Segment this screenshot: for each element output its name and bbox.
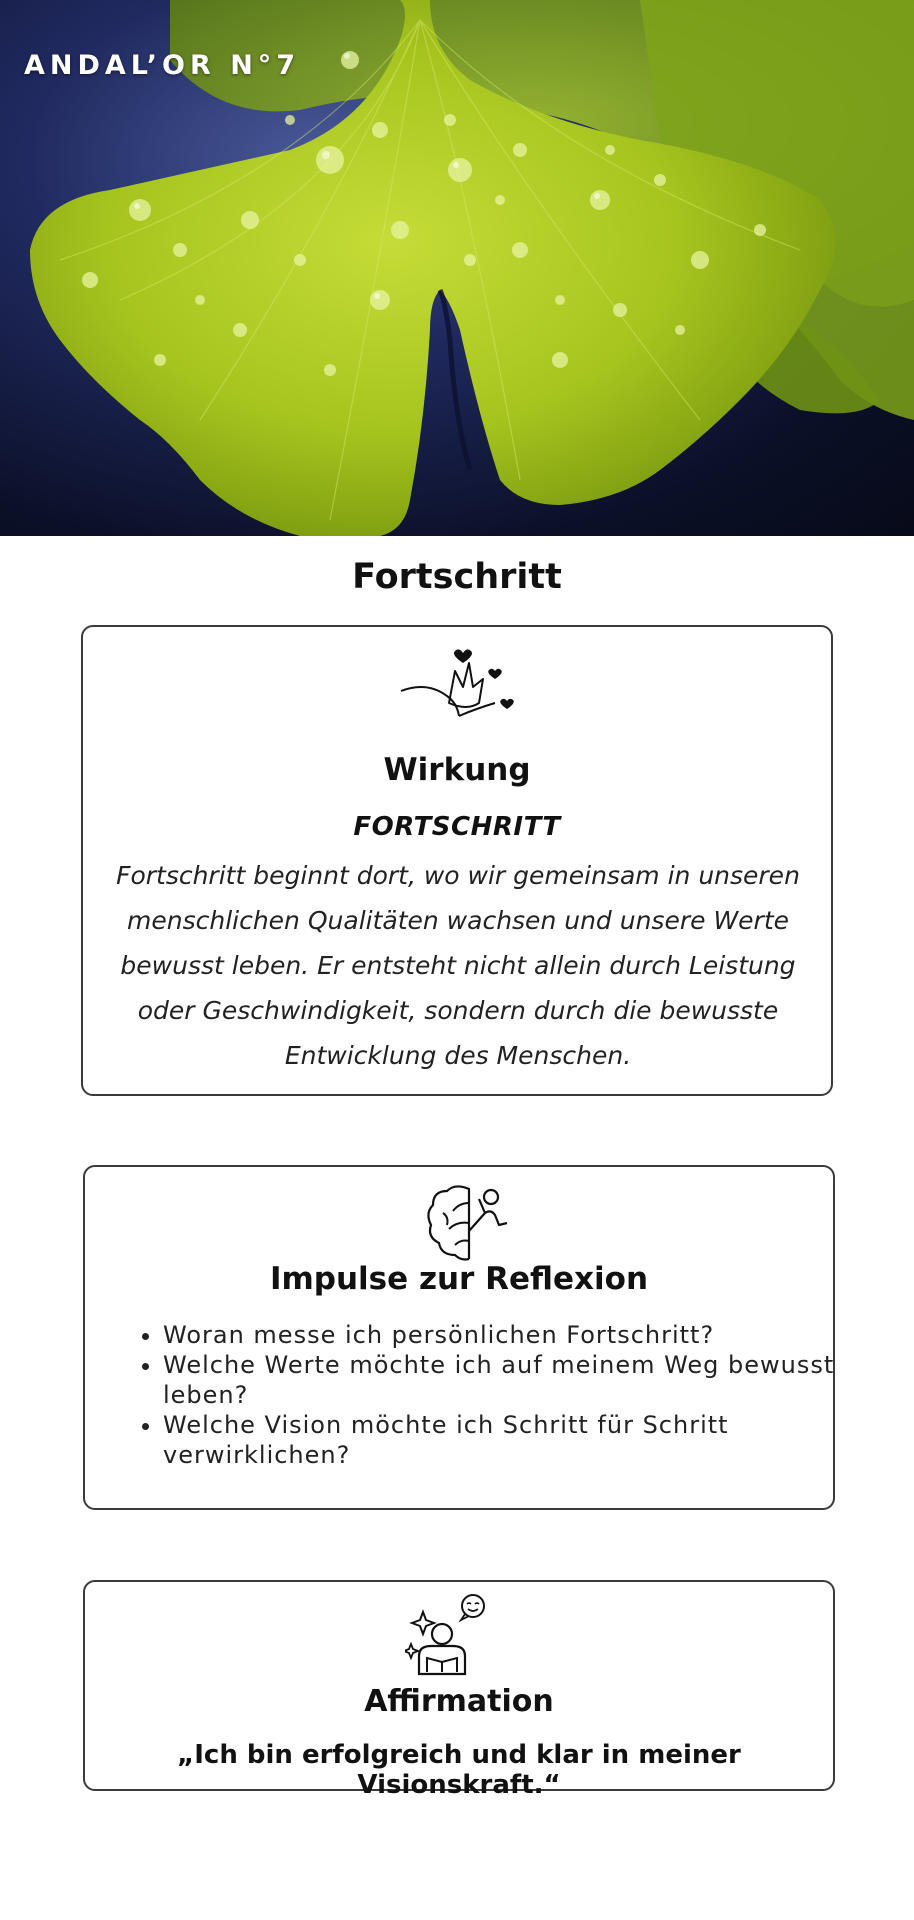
effect-card xyxy=(81,625,833,1096)
reflection-heading: Impulse zur Reflexion xyxy=(269,1261,649,1297)
effect-subheading: FORTSCHRITT xyxy=(353,812,561,842)
affirmation-card xyxy=(83,1580,835,1800)
person-reading-icon xyxy=(405,1594,489,1676)
list-item: • Welche Vision möchte ich Schritt für Schritt verwirklichen? xyxy=(163,1410,843,1470)
affirmation-heading: Affirmation xyxy=(364,1684,554,1719)
reflection-list xyxy=(131,1320,843,1470)
effect-body: Fortschritt beginnt dort, wo wir gemeinsam in unseren menschlichen Qualitäten wachsen und unsere Werte bewusst leben. Er entsteht nicht allein durch Leistung oder Geschwindigkeit, sondern durch die bewusste Entwicklung des Menschen. xyxy=(116,861,800,1070)
reflection-card xyxy=(83,1165,835,1510)
effect-heading: Wirkung xyxy=(383,752,531,788)
hero-image xyxy=(0,0,914,536)
brain-person-icon xyxy=(425,1183,511,1263)
page-title: Fortschritt xyxy=(352,557,562,597)
affirmation-quote: „Ich bin erfolgreich und klar in meiner Visionskraft.“ xyxy=(177,1740,741,1800)
list-item: • Woran messe ich persönlichen Fortschritt? xyxy=(163,1320,843,1350)
list-item: • Welche Werte möchte ich auf meinem Weg bewusst leben? xyxy=(163,1350,843,1410)
crown-with-hearts-icon xyxy=(397,641,517,727)
brand-logo: ANDAL’OR N°7 xyxy=(24,50,301,81)
